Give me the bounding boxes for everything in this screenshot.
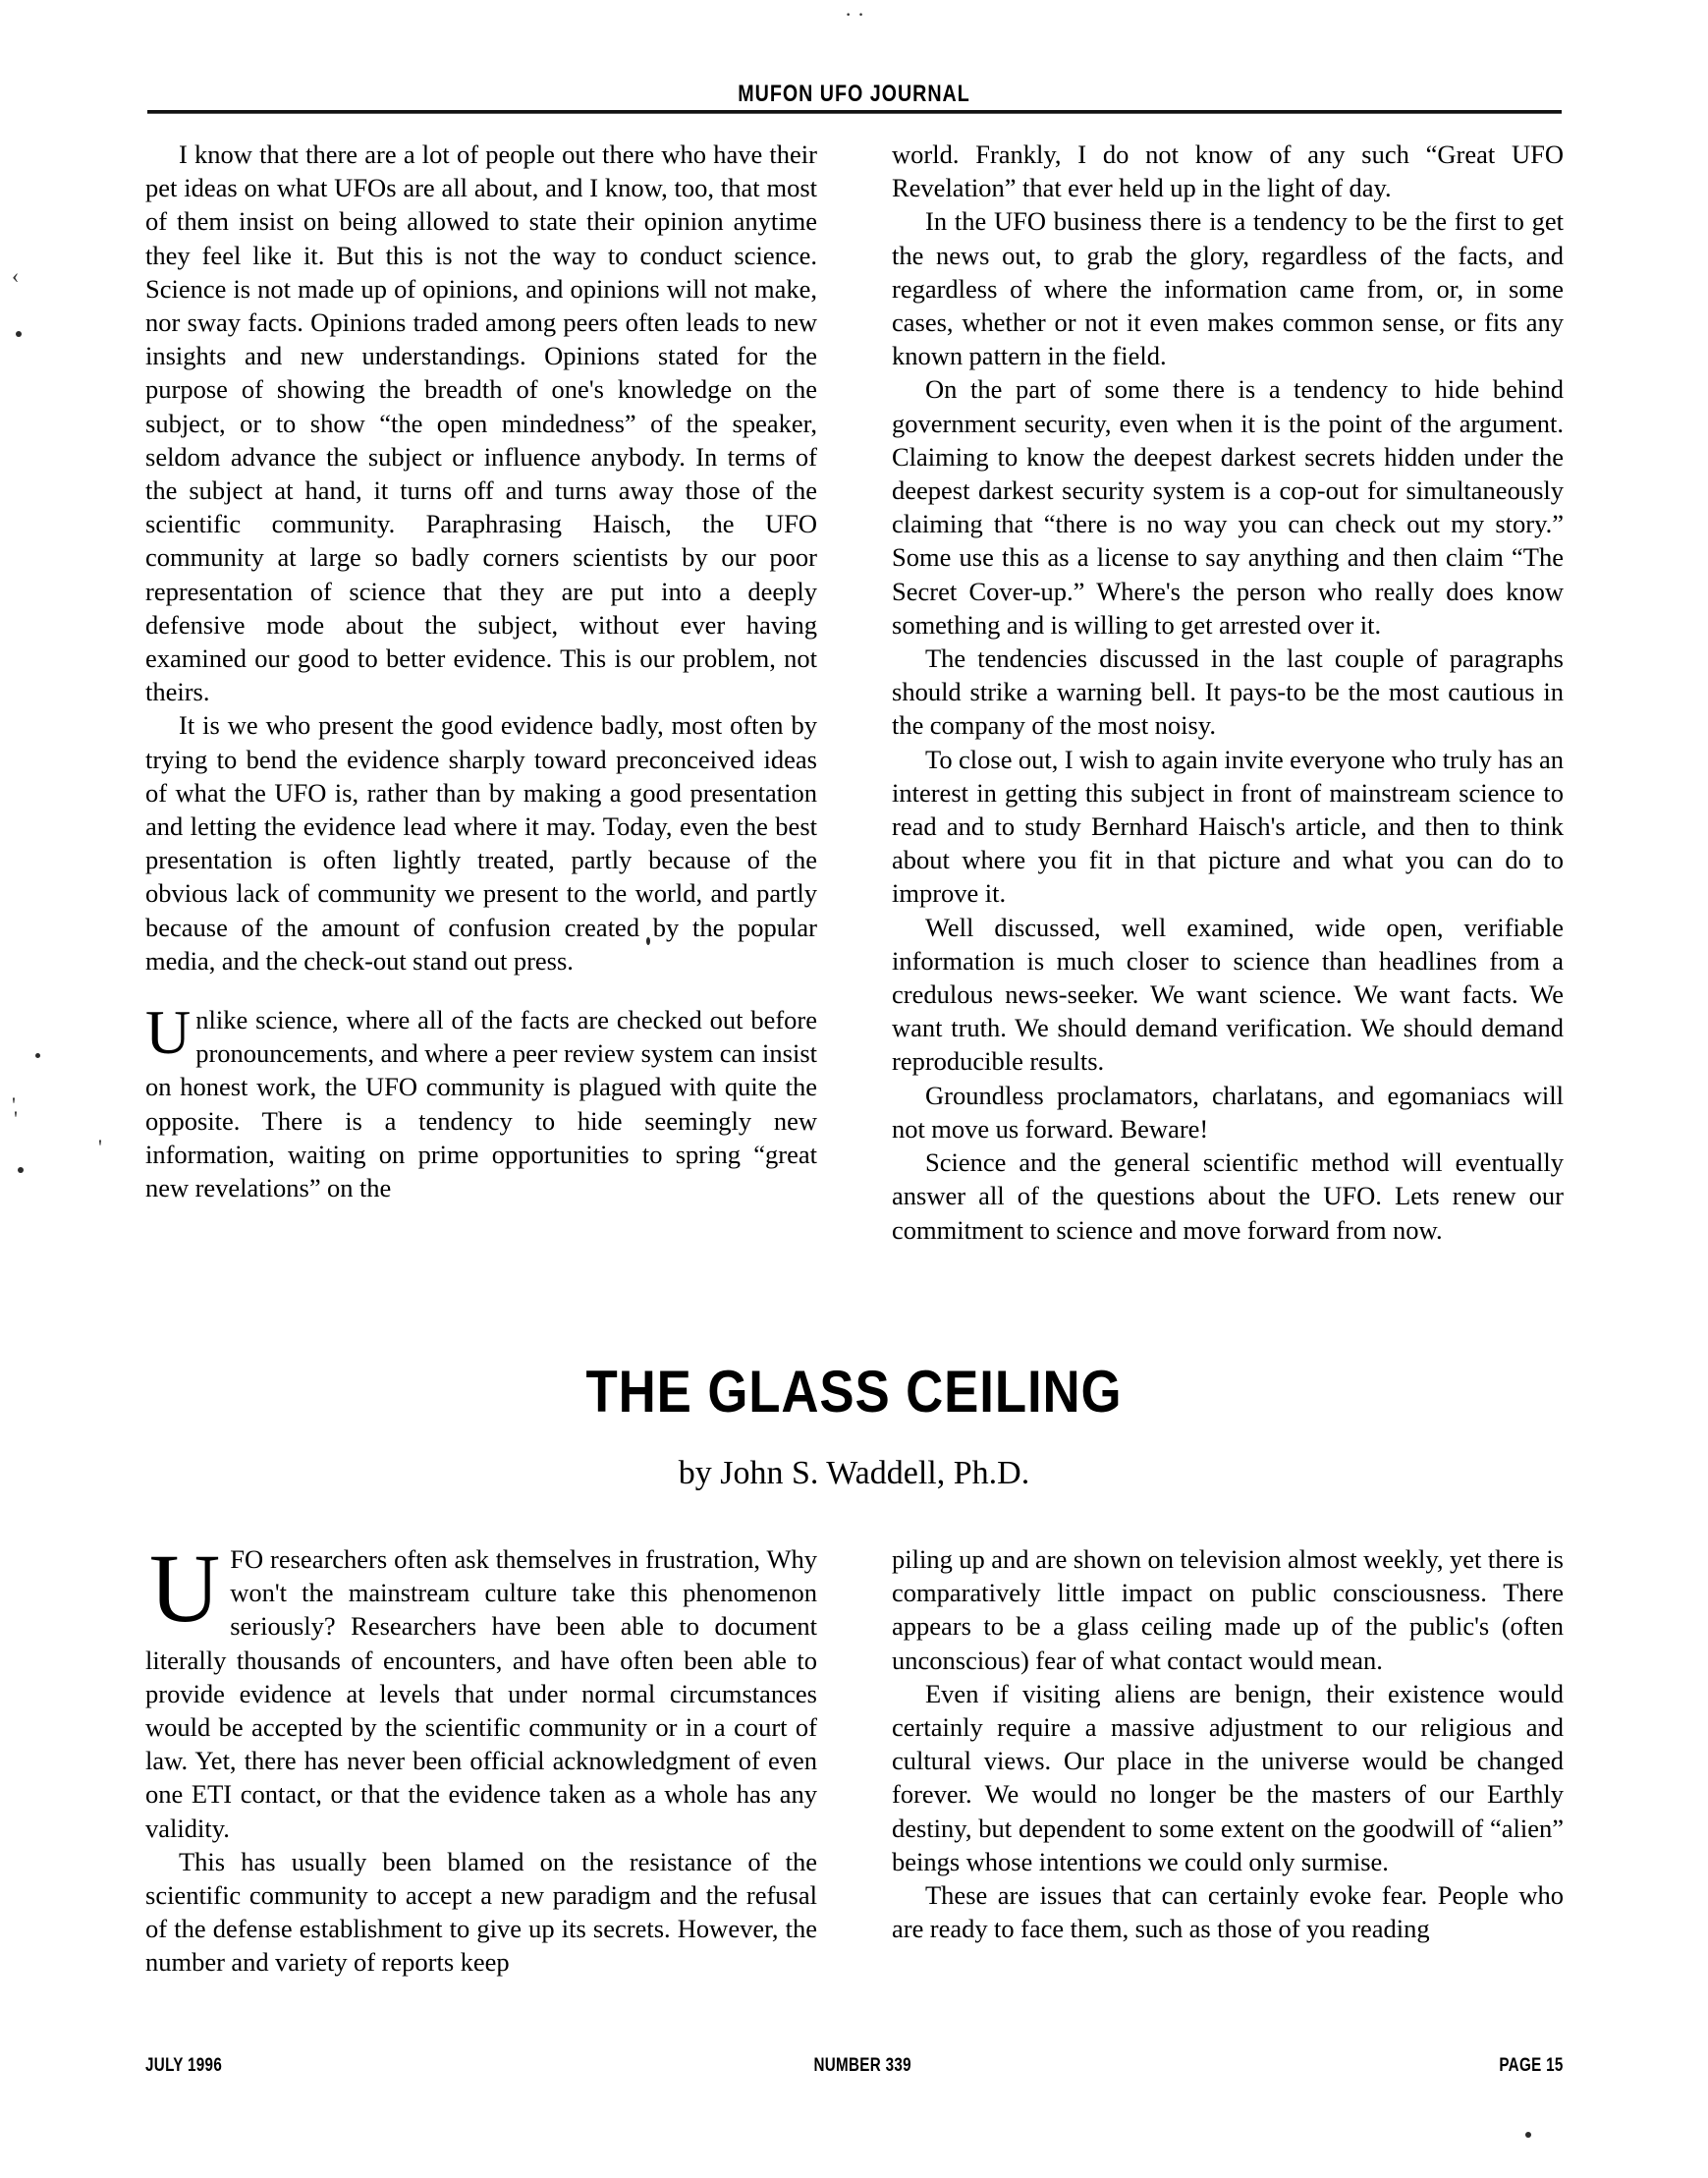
- scan-speck-margin-d: ': [12, 1092, 16, 1117]
- scan-speck-margin-c: [35, 1053, 40, 1058]
- drop-cap-letter: U: [145, 997, 192, 1068]
- scan-speck-margin-f: ': [98, 1135, 102, 1159]
- footer-issue-date: JULY 1996: [145, 2055, 223, 2076]
- paragraph: It is we who present the good evidence badly, most often by trying to bend the evidence sharply toward preconceived ideas of what the UFO is, rather than by making a good presentation and letting the evidence lead where it may. Today, even the best presentation is often lightly treated, partly because of the obvious lack of community we present to the world, and partly because of the amount of confusion created by the popular media, and the check-out stand out press.: [145, 710, 817, 976]
- paragraph: These are issues that can certainly evoke fear. People who are ready to face them, such as those of you reading: [892, 1880, 1564, 1944]
- paragraph: Science and the general scientific method will eventually answer all of the questions about the UFO. Lets renew our commitment to science and move forward from now.: [892, 1147, 1564, 1245]
- scan-speck-bottom: [1525, 2132, 1531, 2138]
- article-one-columns: [145, 138, 1564, 1247]
- scan-speck-margin-g: [18, 1167, 24, 1173]
- article-one-column-right: [892, 138, 1564, 1247]
- paragraph: In the UFO business there is a tendency to be the first to get the news out, to grab the glory, regardless of the facts, and regardless of where the information came from, or, in some cases, whether or not it even makes common sense, or fits any known pattern in the field.: [892, 206, 1564, 371]
- article-title: THE GLASS CEILING: [585, 1359, 1123, 1424]
- paragraph: Groundless proclamators, charlatans, and egomaniacs will not move us forward. Beware!: [892, 1080, 1564, 1144]
- scan-speck-margin-b: [16, 331, 22, 337]
- scan-speck-top-left: · ·: [845, 2, 865, 27]
- paragraph-with-dropcap: [145, 997, 817, 1204]
- paragraph: To close out, I wish to again invite everyone who truly has an interest in getting this subject in front of mainstream science to read and to study Bernhard Haisch's article, and then to think about where you fit in that picture and what you can do to improve it.: [892, 744, 1564, 909]
- article-heading-block: [0, 1358, 1708, 1492]
- paragraph: world. Frankly, I do not know of any such “Great UFO Revelation” that ever held up in the light of day.: [892, 140, 1564, 203]
- paragraph: The tendencies discussed in the last couple of paragraphs should strike a warning bell. It pays-to be the most cautious in the company of the most noisy.: [892, 643, 1564, 741]
- running-head: MUFON UFO JOURNAL: [738, 81, 970, 107]
- paragraph-text: FO researchers often ask themselves in frustration, Why won't the mainstream culture take this phenomenon seriously? Researchers have been able to document literally thousands of encounters, and have often been able to provide evidence at levels that under normal circumstances would be accepted by the scientific community or in a court of law. Yet, there has never been official acknowledgment of even one ETI contact, or that the evidence taken as a whole has any validity.: [145, 1544, 817, 1843]
- paragraph-with-dropcap: [145, 1534, 817, 1845]
- article-two-column-left: [145, 1534, 817, 1980]
- drop-cap-letter: U: [149, 1534, 221, 1643]
- paragraph: On the part of some there is a tendency to hide behind government security, even when it is the point of the argument. Claiming to know the deepest darkest secrets hidden under the deepest darkest security system is a cop-out for simultaneously claiming that “there is no way you can check out my story.” Some use this as a license to say anything and then claim “The Secret Cover-up.” Where's the person who really does know something and is willing to get arrested over it.: [892, 374, 1564, 640]
- paragraph: piling up and are shown on television almost weekly, yet there is comparatively little impact on public consciousness. There appears to be a glass ceiling made up of the public's (often unconscious) fear of what contact would mean.: [892, 1544, 1564, 1675]
- article-one-column-left: [145, 138, 817, 1247]
- footer-issue-number: NUMBER 339: [813, 2055, 911, 2076]
- paragraph: Well discussed, well examined, wide open, verifiable information is much closer to science than headlines from a credulous news-seeker. We want science. We want facts. We want truth. We should demand verification. We should demand reproducible results.: [892, 912, 1564, 1077]
- article-byline: by John S. Waddell, Ph.D.: [678, 1455, 1030, 1491]
- scan-speck-margin-e: ': [14, 1106, 18, 1131]
- paragraph: I know that there are a lot of people out there who have their pet ideas on what UFOs are all about, and I know, too, that most of them insist on being allowed to state their opinion anytime they feel like it. But this is not the way to conduct science. Science is not made up of opinions, and opinions will not make, nor sway facts. Opinions traded among peers often leads to new insights and new understandings. Opinions stated for the purpose of showing the breadth of one's knowledge on the subject, or to show “the open mindedness” of the speaker, seldom advance the subject or influence anybody. In terms of the subject at hand, it turns off and turns away those of the scientific community. Paraphrasing Haisch, the UFO community at large so badly corners scientists by our poor representation of science that they are put into a deeply defensive mode about the subject, without ever having examined our good to better evidence. This is our problem, not theirs.: [145, 140, 817, 707]
- paragraph: This has usually been blamed on the resistance of the scientific community to accept a new paradigm and the refusal of the defense establishment to give up its secrets. However, the number and variety of reports keep: [145, 1846, 817, 1978]
- scan-speck-margin-a: ‹: [12, 263, 20, 288]
- article-two-columns: [145, 1534, 1564, 1980]
- paragraph: Even if visiting aliens are benign, their existence would certainly require a massive adjustment to our religious and cultural views. Our place in the universe would be changed forever. We would no longer be the masters of our Earthly destiny, but dependent to some extent on the goodwill of “alien” beings whose intentions we could only surmise.: [892, 1678, 1564, 1876]
- header-rule: [147, 110, 1562, 113]
- footer-page-number: PAGE 15: [1499, 2055, 1564, 2076]
- page-footer: [145, 2055, 1564, 2077]
- paragraph-text: nlike science, where all of the facts are checked out before pronouncements, and where a peer review system can insist on honest work, the UFO community is plagued with quite the opposite. There is a tendency to hide seemingly new information, waiting on prime opportunities to spring “great new revelations” on the: [145, 1005, 817, 1203]
- article-two-column-right: [892, 1542, 1564, 1980]
